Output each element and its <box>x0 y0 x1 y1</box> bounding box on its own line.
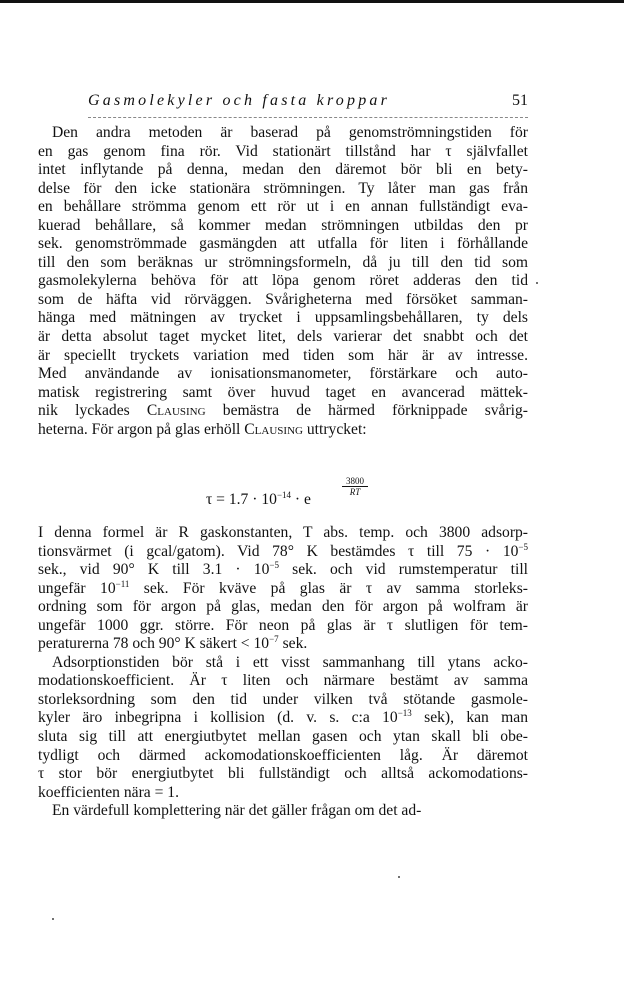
formula <box>206 476 366 514</box>
text-line: är detta absolut taget mycket litet, dels varierar det snabbt och det <box>38 328 528 346</box>
text-line: I denna formel är R gaskonstanten, T abs. temp. och 3800 adsorp- <box>38 524 528 541</box>
text-line: sek. genomströmmade gasmängden att utfalla för liten i förhållande <box>38 235 528 253</box>
text-line: ordning som för argon på glas, medan den för argon på wolfram är <box>38 598 528 616</box>
text-line: Den andra metoden är baserad på genomströmningstiden för <box>52 124 528 141</box>
text-line: är speciellt tryckets variation med tiden som här är av intresse. <box>38 346 528 364</box>
text-line: kyler äro inbegripna i kollision (d. v. s. c:a $10^{-13}$ sek), kan man <box>38 708 529 727</box>
text-line: sek., vid 90° K till $3.1 \cdot 10^{-5}$ sek. och vid rumstemperatur till <box>38 560 528 579</box>
text-line: en behållare strömma genom ett rör ut i en annan fullständigt eva- <box>38 198 528 216</box>
text-line: peraturerna 78 och 90° K säkert < $10^{-7}$ sek. <box>38 634 308 653</box>
formula-expression: $\tau = 1.7 \cdot 10^{-14} \cdot e$ <box>206 490 311 508</box>
scan-speck <box>398 876 400 878</box>
scan-speck <box>536 282 538 284</box>
text-line: heterna. För argon på glas erhöll Clausing uttrycket: <box>38 420 367 438</box>
text-line: ungefär 1000 ggr. större. För neon på glas är τ slutligen för tem- <box>38 616 528 634</box>
paragraph-1 <box>38 124 528 439</box>
text-line: gasmolekylerna behöva för att löpa genom röret adderas den tid <box>38 272 528 290</box>
text-line: sluta sig till att energiutbytet mellan gasen och ytan skall bli obe- <box>38 728 528 746</box>
text-line: modationskoefficient. Är τ liten och närmare bestämt av samma <box>38 672 528 690</box>
text-line: Med användande av ionisationsmanometer, förstärkare och auto- <box>38 365 528 383</box>
text-line: kuerad behållare, så kommer medan strömningen utbildas den pr <box>38 216 528 234</box>
text-line: till den som beräknas ur strömningsformeln, då ju till den tid som <box>38 253 528 271</box>
text-line: hänga med mätningen av trycket i uppsamlingsbehållaren, ty dels <box>38 309 528 327</box>
page-header <box>88 92 528 114</box>
text-line: intet inflytande på denna, medan den däremot bör bli en bety- <box>38 161 528 179</box>
paragraphs-2-4 <box>38 524 528 821</box>
text-line: nik lyckades Clausing bemästra de härmed förknippade svårig- <box>38 402 528 420</box>
top-border <box>0 0 624 3</box>
text-line: En värdefull komplettering när det gäller frågan om det ad- <box>52 802 422 820</box>
text-line: tionsvärmet (i gcal/gatom). Vid 78° K bestämdes τ till $75 \cdot 10^{-5}$ <box>38 541 528 560</box>
text-line: storleksordning som den tid under vilken två stötande gasmole- <box>38 690 528 708</box>
text-line: koefficienten nära = 1. <box>38 783 179 801</box>
text-line: Adsorptionstiden bör stå i ett visst sammanhang till ytans acko- <box>52 653 528 671</box>
text-line: τ stor bör energiutbytet bli fullständigt och alltså ackomodations- <box>38 765 528 783</box>
text-line: som de häfta vid rörväggen. Svårigheterna med försöket samman- <box>38 290 528 308</box>
text-line: matisk registrering samt över huvud taget en avancerad mättek- <box>38 383 528 401</box>
text-line: tydligt och därmed ackomodationskoefficienten låg. Är däremot <box>38 746 528 764</box>
author-name: Clausing <box>146 402 206 420</box>
running-title: Gasmolekyler och fasta kroppar <box>88 92 391 109</box>
scan-speck <box>52 918 54 920</box>
page-number: 51 <box>512 92 528 109</box>
text-line: ungefär $10^{-11}$ sek. För kväve på glas är τ av samma storleks- <box>38 578 528 597</box>
header-rule <box>88 117 528 118</box>
text-line: en gas genom fina rör. Vid stationärt tillstånd har τ självfallet <box>38 142 528 160</box>
author-name: Clausing <box>244 420 303 438</box>
text-line: delse för den icke stationära strömningen. Ty låter man gas från <box>38 179 528 197</box>
formula-exponent: $\frac{3800}{RT}$ <box>342 476 368 497</box>
